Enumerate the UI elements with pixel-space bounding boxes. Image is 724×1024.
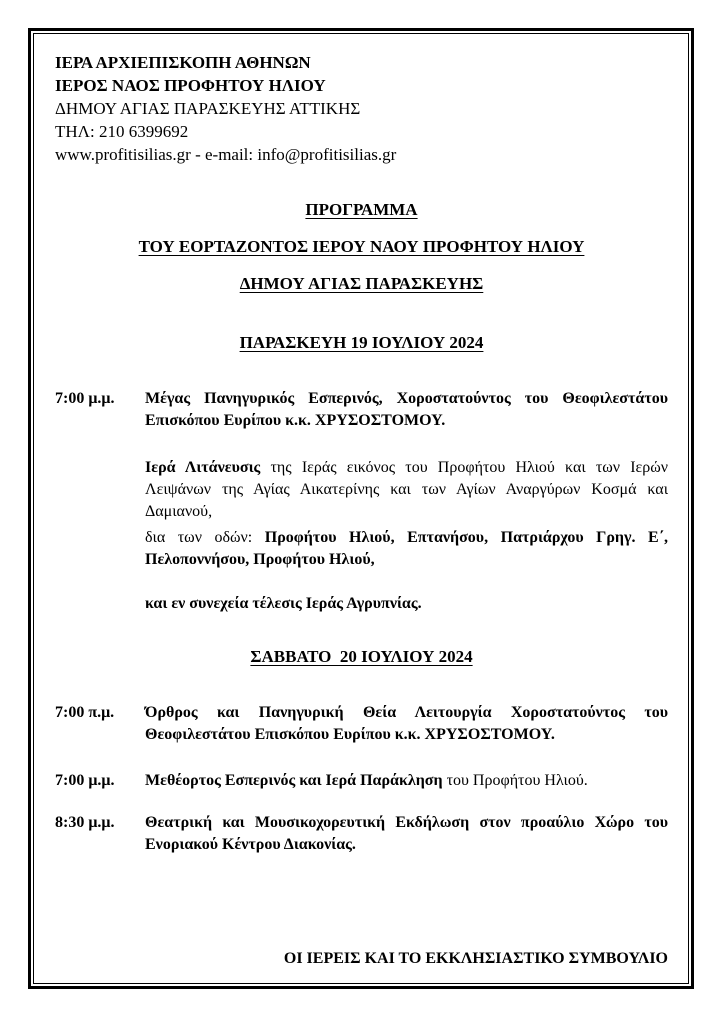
signature-line: ΟΙ ΙΕΡΕΙΣ ΚΑΙ ΤΟ ΕΚΚΛΗΣΙΑΣΤΙΚΟ ΣΥΜΒΟΥΛΙΟ [283, 950, 668, 967]
litany-route-streets: Προφήτου Ηλιού, Επτανήσου, Πατριάρχου Γρηγ. Ε΄, Πελοποννήσου, Προφήτου Ηλιού, [145, 529, 669, 568]
title-line-3: ΔΗΜΟΥ ΑΓΙΑΣ ΠΑΡΑΣΚΕΥΗΣ [239, 274, 484, 293]
letterhead [55, 51, 668, 166]
document-content [33, 33, 689, 984]
event-description: Θεατρική και Μουσικοχορευτική Εκδήλωση στον προαύλιο Χώρο του Ενοριακού Κέντρου Διακονίας. [145, 814, 668, 853]
letterhead-web-email: www.profitisilias.gr - e-mail: info@profitisilias.gr [55, 145, 397, 164]
litany-lead-rest: της Ιεράς εικόνος του Προφήτου Ηλιού και των Ιερών Λειψάνων της Αγίας Αικατερίνης και των Αγίων Αναργύρων Κοσμά και Δαμιανού, [145, 459, 669, 520]
saturday-cultural-event-row [55, 812, 668, 856]
letterhead-municipality: ΔΗΜΟΥ ΑΓΙΑΣ ΠΑΡΑΣΚΕΥΗΣ ΑΤΤΙΚΗΣ [55, 99, 361, 118]
document-border-frame [28, 28, 694, 989]
friday-litany-row [55, 457, 668, 615]
event-description: Μέγας Πανηγυρικός Εσπερινός, Χοροστατούντος του Θεοφιλεστάτου Επισκόπου Ευρίπου κ.κ. ΧΡΥΣΟΣΤΟΜΟΥ. [145, 390, 668, 429]
event-description [145, 770, 668, 792]
event-time: 7:00 μ.μ. [55, 772, 115, 789]
letterhead-church: ΙΕΡΟΣ ΝΑΟΣ ΠΡΟΦΗΤΟΥ ΗΛΙΟΥ [55, 76, 326, 95]
event-time: 7:00 μ.μ. [55, 390, 115, 407]
litany-description [145, 457, 668, 615]
litany-route [145, 527, 668, 571]
vespers-bold: Μεθέορτος Εσπερινός και Ιερά Παράκληση [145, 772, 443, 789]
event-time: 8:30 μ.μ. [55, 814, 115, 831]
litany-lead [145, 457, 668, 523]
event-description: Όρθρος και Πανηγυρική Θεία Λειτουργία Χοροστατούντος του Θεοφιλεστάτου Επισκόπου Ευρίπου κ.κ. ΧΡΥΣΟΣΤΟΜΟΥ. [145, 704, 668, 743]
friday-day-heading: ΠΑΡΑΣΚΕΥΗ 19 ΙΟΥΛΙΟΥ 2024 [239, 333, 484, 352]
litany-vigil: και εν συνεχεία τέλεσις Ιεράς Αγρυπνίας. [145, 595, 422, 612]
litany-lead-bold: Ιερά Λιτάνευσις [145, 459, 261, 476]
title-line-1: ΠΡΟΓΡΑΜΜΑ [305, 200, 418, 219]
litany-route-label: δια των οδών: [145, 529, 265, 546]
letterhead-phone: ΤΗΛ: 210 6399692 [55, 122, 189, 141]
event-time: 7:00 π.μ. [55, 704, 115, 721]
title-line-2: ΤΟΥ ΕΟΡΤΑΖΟΝΤΟΣ ΙΕΡΟΥ ΝΑΟΥ ΠΡΟΦΗΤΟΥ ΗΛΙΟΥ [138, 237, 585, 256]
saturday-day-heading: ΣΑΒΒΑΤΟ 20 ΙΟΥΛΙΟΥ 2024 [250, 647, 473, 666]
program-title [55, 200, 668, 294]
vespers-rest: του Προφήτου Ηλιού. [442, 772, 588, 789]
saturday-vespers-row [55, 770, 668, 792]
letterhead-archdiocese: ΙΕΡΑ ΑΡΧΙΕΠΙΣΚΟΠΗ ΑΘΗΝΩΝ [55, 53, 311, 72]
saturday-liturgy-row [55, 702, 668, 746]
friday-vespers-row [55, 388, 668, 432]
event-time-spacer [55, 457, 145, 615]
